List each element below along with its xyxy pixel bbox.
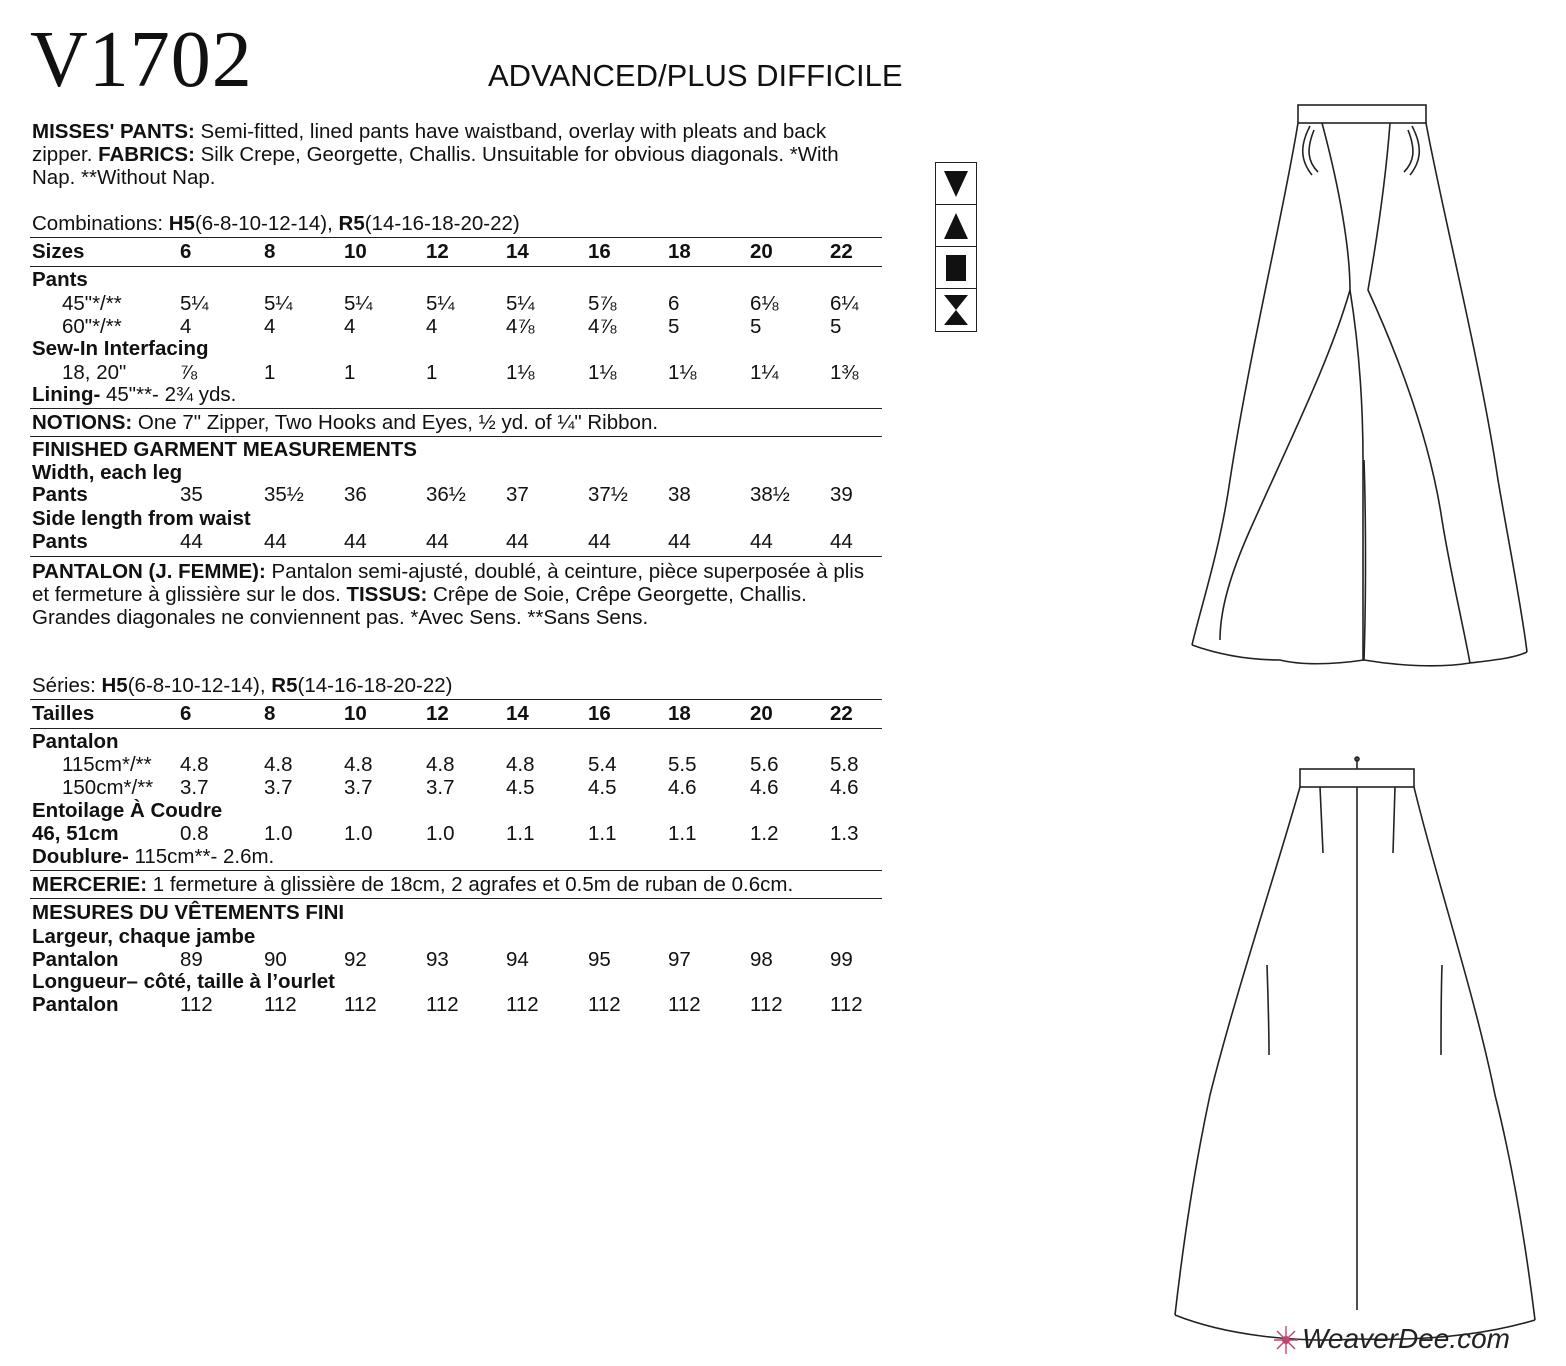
back-view-illustration	[1165, 755, 1545, 1345]
table-cell: 37½	[588, 483, 628, 506]
row-label: 18, 20"	[62, 361, 127, 384]
table-cell: 14	[506, 240, 529, 263]
weaverdee-logo-icon	[1270, 1324, 1302, 1356]
row-label: 60"*/**	[62, 315, 122, 338]
table-cell: 5.8	[830, 753, 859, 776]
interfacing-label: Entoilage À Coudre	[32, 799, 223, 822]
divider	[30, 408, 882, 409]
table-cell: 8	[264, 702, 276, 725]
table-cell: 3.7	[426, 776, 455, 799]
table-cell: 16	[588, 702, 611, 725]
lining-body: 115cm**- 2.6m.	[128, 845, 275, 868]
table-cell: 6	[180, 702, 192, 725]
table-cell: 6⅛	[750, 292, 779, 315]
table-cell: 4	[344, 315, 356, 338]
row-label: Sizes	[32, 240, 85, 263]
row-label: Pants	[32, 483, 88, 506]
table-cell: 4.6	[750, 776, 779, 799]
table-cell: 92	[344, 948, 367, 971]
table-cell: 4.8	[506, 753, 535, 776]
table-cell: 4.8	[426, 753, 455, 776]
table-cell: 112	[588, 993, 621, 1016]
table-cell: 1⅜	[830, 361, 859, 384]
side-length-label: Longueur– côté, taille à l’ourlet	[32, 970, 335, 993]
table-cell: 5.5	[668, 753, 697, 776]
table-cell: 5¼	[426, 292, 455, 315]
combo-label: Séries:	[32, 674, 102, 697]
table-cell: 44	[830, 530, 853, 553]
row-label: Pantalon	[32, 948, 119, 971]
table-cell: 3.7	[264, 776, 293, 799]
table-cell: 5	[750, 315, 762, 338]
table-row	[32, 530, 882, 554]
width-label: Width, each leg	[32, 461, 183, 484]
width-label: Largeur, chaque jambe	[32, 925, 256, 948]
triangle-up-cell	[936, 205, 976, 247]
table-cell: 6	[180, 240, 192, 263]
divider	[30, 728, 882, 729]
table-cell: 6¼	[830, 292, 859, 315]
table-cell: 6	[668, 292, 680, 315]
table-cell: 16	[588, 240, 611, 263]
table-cell: 20	[750, 240, 773, 263]
table-cell: 44	[426, 530, 449, 553]
table-cell: 44	[344, 530, 367, 553]
watermark-text: WeaverDee.com	[1302, 1323, 1511, 1354]
table-cell: 8	[264, 240, 276, 263]
table-cell: 20	[750, 702, 773, 725]
table-cell: 4	[180, 315, 192, 338]
divider	[30, 870, 882, 871]
row-label: 115cm*/**	[62, 753, 152, 776]
table-cell: 44	[180, 530, 203, 553]
desc-lead: MISSES' PANTS:	[32, 120, 195, 143]
combo-r5: R5	[271, 674, 298, 697]
table-row	[32, 753, 882, 777]
table-cell: 37	[506, 483, 529, 506]
triangle-up-icon	[936, 205, 976, 247]
pattern-number: V1702	[30, 16, 253, 104]
notions-lead: NOTIONS:	[32, 411, 133, 434]
table-cell: 112	[830, 993, 863, 1016]
combo-h5-sizes: (6-8-10-12-14),	[194, 212, 339, 235]
table-cell: 22	[830, 240, 853, 263]
square-cell	[936, 247, 976, 289]
table-cell: 44	[264, 530, 287, 553]
square-icon	[936, 247, 976, 289]
table-row	[32, 361, 882, 385]
table-cell: 5	[668, 315, 680, 338]
triangle-down-icon	[936, 163, 976, 205]
table-cell: 36½	[426, 483, 466, 506]
table-cell: 14	[506, 702, 529, 725]
table-cell: 1.2	[750, 822, 779, 845]
table-cell: 112	[264, 993, 297, 1016]
row-label: 46, 51cm	[32, 822, 119, 845]
table-cell: 5.4	[588, 753, 617, 776]
table-cell: 18	[668, 702, 691, 725]
table-cell: 12	[426, 240, 449, 263]
table-cell: 4.8	[344, 753, 373, 776]
sizes-header-row	[32, 702, 882, 726]
table-cell: 4.5	[588, 776, 617, 799]
combo-r5-sizes: (14-16-18-20-22)	[297, 674, 453, 697]
table-cell: 5¼	[264, 292, 293, 315]
table-cell: 112	[180, 993, 213, 1016]
row-label: Pantalon	[32, 993, 119, 1016]
table-cell: 1.1	[506, 822, 535, 845]
table-cell: 1.0	[264, 822, 293, 845]
table-cell: 35	[180, 483, 203, 506]
lining-row	[32, 383, 236, 407]
nap-legend	[935, 162, 977, 332]
english-description	[32, 120, 882, 189]
table-cell: 98	[750, 948, 773, 971]
table-cell: 0.8	[180, 822, 209, 845]
finished-measurements-label: MESURES DU VÊTEMENTS FINI	[32, 901, 345, 924]
table-cell: 44	[588, 530, 611, 553]
table-cell: 89	[180, 948, 203, 971]
table-cell: 4	[264, 315, 276, 338]
lining-row	[32, 845, 274, 869]
table-cell: 4⅞	[506, 315, 535, 338]
combo-label: Combinations:	[32, 212, 169, 235]
sizes-header-row	[32, 240, 882, 264]
table-cell: 4.6	[830, 776, 859, 799]
table-cell: 4.8	[180, 753, 209, 776]
fabrics-body: Silk Crepe, Georgette, Challis. Unsuitable for obvious diagonals. *With Nap. **Without Nap.	[32, 143, 839, 189]
table-cell: 44	[750, 530, 773, 553]
table-cell: 44	[506, 530, 529, 553]
table-cell: 5.6	[750, 753, 779, 776]
front-view-illustration	[1180, 100, 1540, 680]
combo-h5: H5	[168, 212, 195, 235]
lining-body: 45"**- 2¾ yds.	[100, 383, 237, 406]
pants-section-label: Pantalon	[32, 730, 119, 753]
table-cell: 4	[426, 315, 438, 338]
table-cell: 3.7	[180, 776, 209, 799]
table-cell: 94	[506, 948, 529, 971]
table-row	[32, 776, 882, 800]
table-cell: 112	[668, 993, 701, 1016]
french-combinations	[32, 674, 452, 698]
table-row	[32, 948, 882, 972]
pants-section-label: Pants	[32, 268, 88, 291]
table-cell: 5¼	[344, 292, 373, 315]
table-row	[32, 822, 882, 846]
table-cell: 99	[830, 948, 853, 971]
table-cell: 4.8	[264, 753, 293, 776]
table-cell: 112	[344, 993, 377, 1016]
notions-row	[32, 411, 658, 435]
difficulty-level: ADVANCED/PLUS DIFFICILE	[488, 58, 903, 93]
side-length-label: Side length from waist	[32, 507, 251, 530]
table-cell: 93	[426, 948, 449, 971]
notions-row	[32, 873, 793, 897]
table-cell: 12	[426, 702, 449, 725]
divider	[30, 898, 882, 899]
table-cell: 44	[668, 530, 691, 553]
fabrics-lead: FABRICS:	[98, 143, 195, 166]
divider	[30, 266, 882, 267]
desc-lead: PANTALON (J. FEMME):	[32, 560, 266, 583]
table-row	[32, 483, 882, 507]
table-cell: 97	[668, 948, 691, 971]
table-cell: 5¼	[506, 292, 535, 315]
table-cell: 90	[264, 948, 287, 971]
table-cell: 38½	[750, 483, 790, 506]
table-cell: 3.7	[344, 776, 373, 799]
english-combinations	[32, 212, 520, 236]
table-cell: 1.0	[426, 822, 455, 845]
table-cell: ⅞	[180, 361, 198, 384]
table-cell: 1.3	[830, 822, 859, 845]
row-label: Pants	[32, 530, 88, 553]
table-cell: 35½	[264, 483, 304, 506]
table-cell: 112	[426, 993, 459, 1016]
table-cell: 10	[344, 702, 367, 725]
french-description	[32, 560, 882, 629]
table-cell: 1.1	[668, 822, 697, 845]
table-cell: 39	[830, 483, 853, 506]
combo-h5-sizes: (6-8-10-12-14),	[127, 674, 272, 697]
table-cell: 1.0	[344, 822, 373, 845]
finished-measurements-label: FINISHED GARMENT MEASUREMENTS	[32, 438, 417, 461]
table-cell: 1⅛	[668, 361, 697, 384]
table-cell: 1	[344, 361, 356, 384]
combo-h5: H5	[101, 674, 128, 697]
interfacing-label: Sew-In Interfacing	[32, 337, 209, 360]
table-cell: 1	[264, 361, 276, 384]
table-cell: 18	[668, 240, 691, 263]
table-cell: 1¼	[750, 361, 779, 384]
table-cell: 1	[426, 361, 438, 384]
row-label: 150cm*/**	[62, 776, 154, 799]
divider	[30, 699, 882, 700]
table-row	[32, 315, 882, 339]
notions-body: One 7" Zipper, Two Hooks and Eyes, ½ yd. of ¼" Ribbon.	[132, 411, 659, 434]
lining-lead: Doublure-	[32, 845, 129, 868]
table-cell: 10	[344, 240, 367, 263]
hourglass-icon	[936, 289, 976, 331]
table-row	[32, 993, 882, 1017]
row-label: 45"*/**	[62, 292, 122, 315]
lining-lead: Lining-	[32, 383, 101, 406]
divider	[30, 556, 882, 557]
table-cell: 95	[588, 948, 611, 971]
desc-body: Semi-fitted, lined pants have waistband, overlay with pleats and back zipper.	[32, 120, 827, 166]
divider	[30, 436, 882, 437]
hourglass-cell	[936, 289, 976, 331]
combo-r5: R5	[338, 212, 365, 235]
table-row	[32, 292, 882, 316]
notions-lead: MERCERIE:	[32, 873, 148, 896]
table-cell: 4.6	[668, 776, 697, 799]
divider	[30, 237, 882, 238]
table-cell: 5¼	[180, 292, 209, 315]
table-cell: 5	[830, 315, 842, 338]
table-cell: 4⅞	[588, 315, 617, 338]
table-cell: 112	[506, 993, 539, 1016]
table-cell: 1.1	[588, 822, 617, 845]
table-cell: 36	[344, 483, 367, 506]
table-cell: 38	[668, 483, 691, 506]
fabrics-lead: TISSUS:	[346, 583, 428, 606]
combo-r5-sizes: (14-16-18-20-22)	[364, 212, 520, 235]
notions-body: 1 fermeture à glissière de 18cm, 2 agrafes et 0.5m de ruban de 0.6cm.	[147, 873, 794, 896]
table-cell: 1⅛	[506, 361, 535, 384]
table-cell: 112	[750, 993, 783, 1016]
table-cell: 5⅞	[588, 292, 617, 315]
fabrics-body: Crêpe de Soie, Crêpe Georgette, Challis. Grandes diagonales ne conviennent pas. *Avec Sens. **Sans Sens.	[32, 583, 807, 629]
row-label: Tailles	[32, 702, 95, 725]
table-cell: 4.5	[506, 776, 535, 799]
table-cell: 1⅛	[588, 361, 617, 384]
table-cell: 22	[830, 702, 853, 725]
desc-body: Pantalon semi-ajusté, doublé, à ceinture, pièce superposée à plis et fermeture à glissière sur le dos.	[32, 560, 865, 606]
triangle-down-cell	[936, 163, 976, 205]
